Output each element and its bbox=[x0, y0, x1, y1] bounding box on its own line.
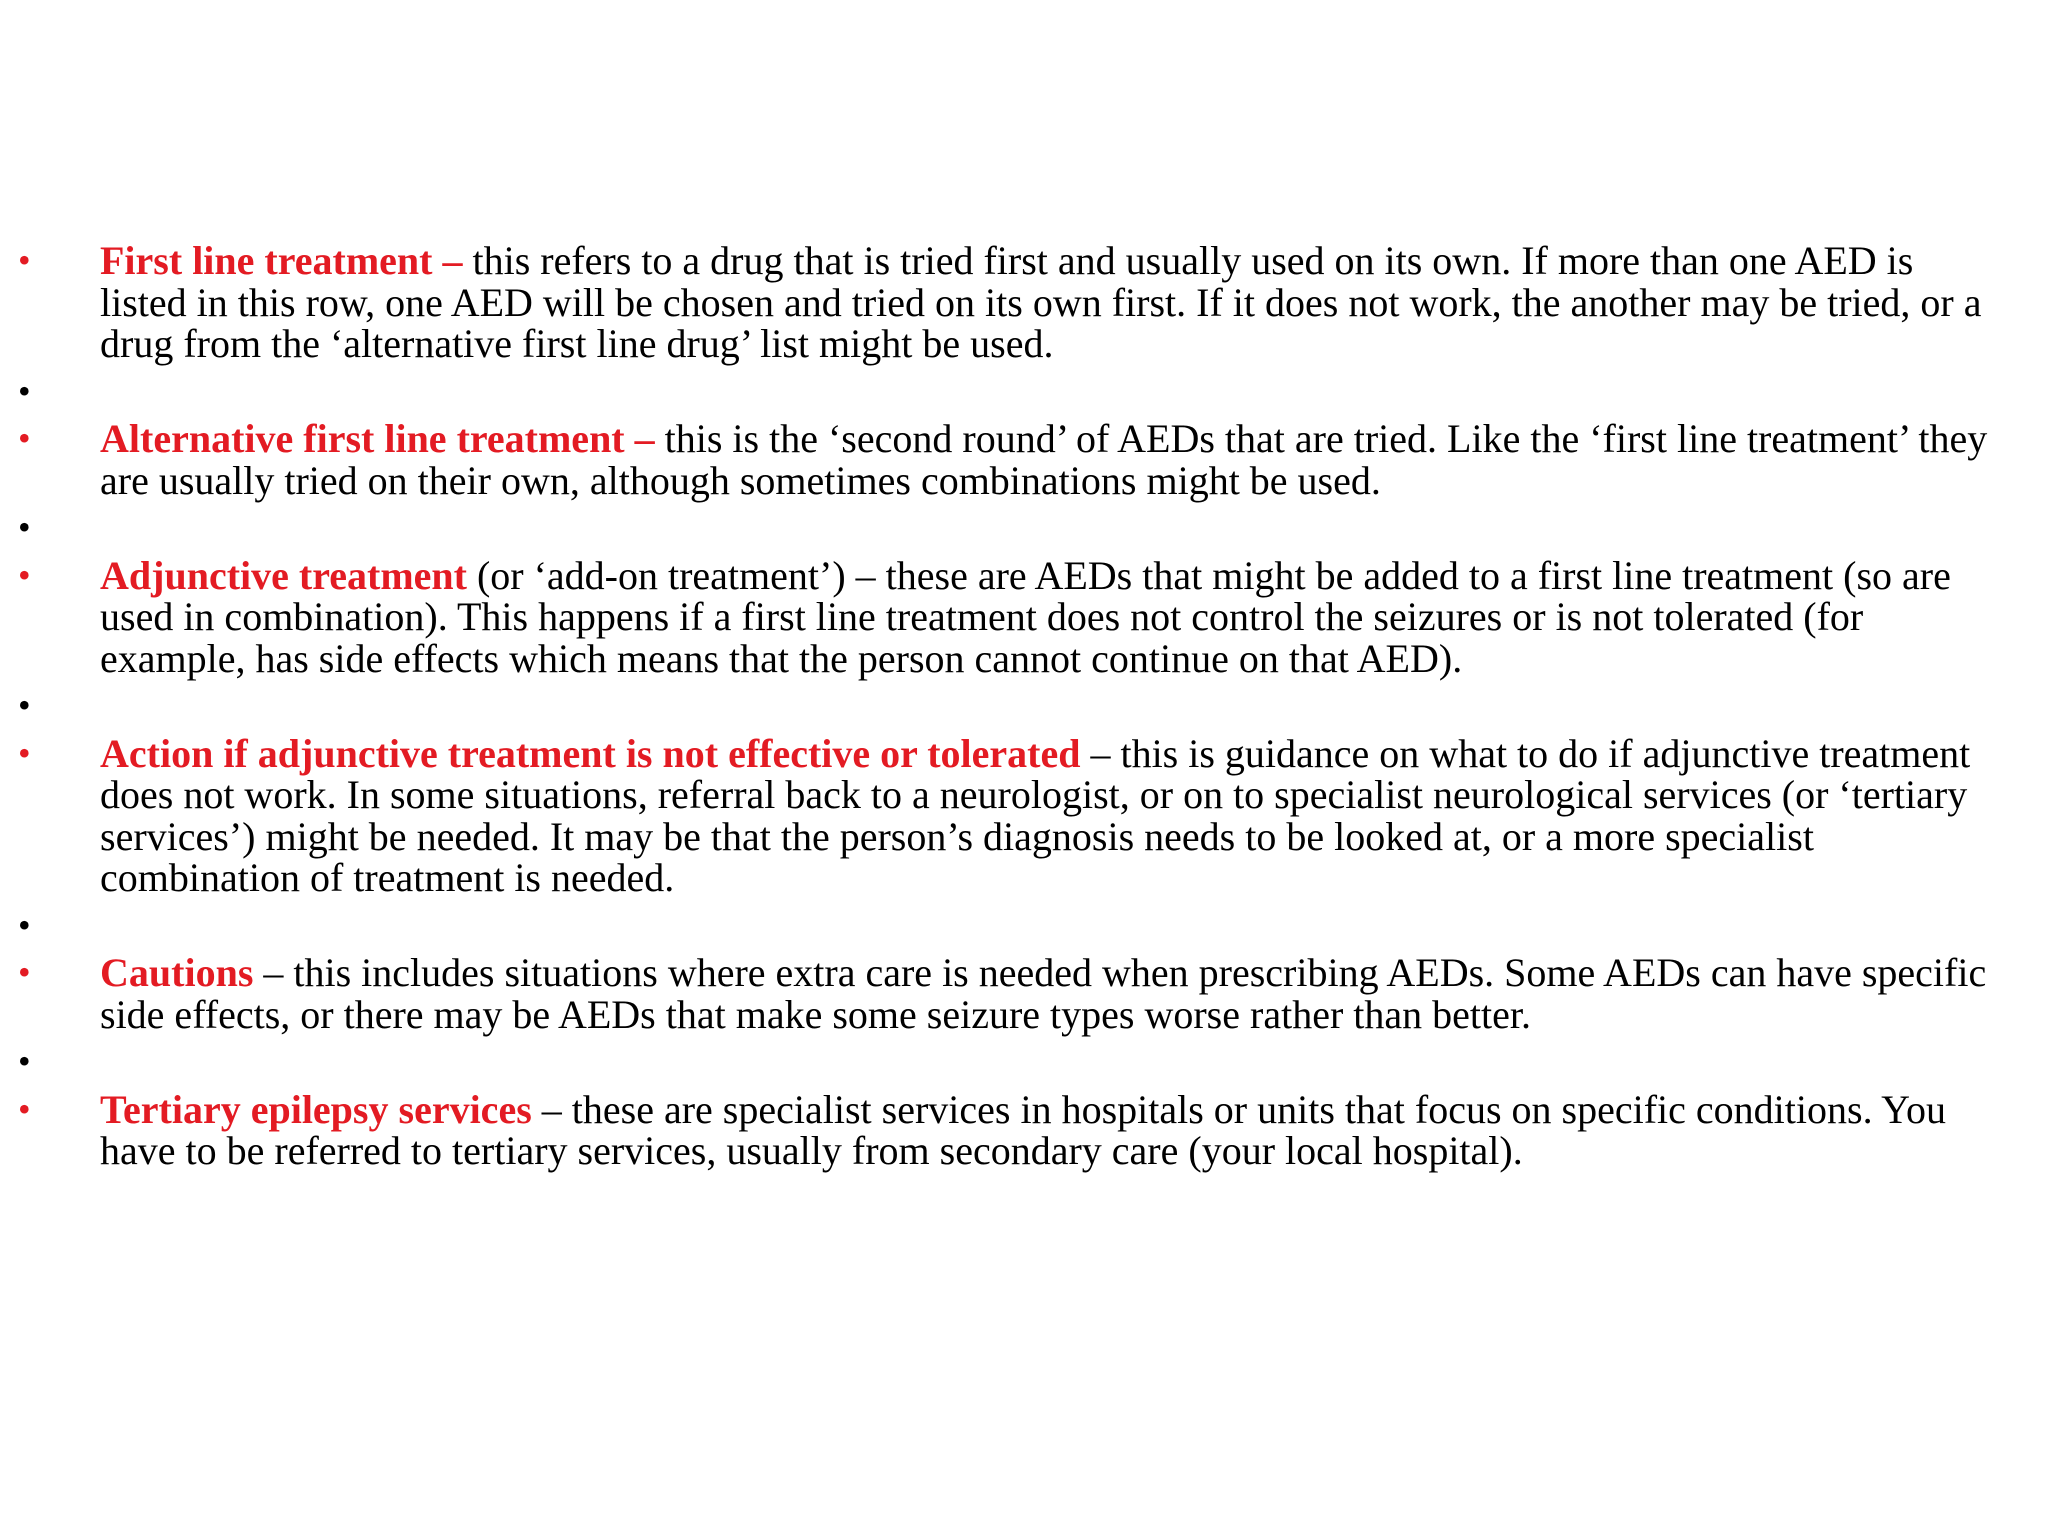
definition-text: (or ‘add-on treatment’) – these are AEDs that might be added to a first line treatment (so are used in combination). This happens if a first line treatment does not control the seizures or is not tolerated (for example, has side effects which means that the person cannot continue on that AED). bbox=[100, 552, 1951, 681]
list-item-tertiary-services bbox=[0, 1086, 2000, 1173]
term-label: Action if adjunctive treatment is not effective or tolerated bbox=[100, 730, 1081, 776]
bullet-icon: • bbox=[18, 685, 31, 725]
definition-text: – this is guidance on what to do if adjunctive treatment does not work. In some situations, referral back to a neurologist, or on to specialist neurological services (or ‘tertiary services’) might be needed. It may be that the person’s diagnosis needs to be looked at, or a more specialist combination of treatment is needed. bbox=[100, 730, 1971, 900]
list-item-alternative-first-line bbox=[0, 418, 2000, 501]
list-item-spacer bbox=[0, 685, 2000, 727]
definition-text: – this includes situations where extra care is needed when prescribing AEDs. Some AEDs can have specific side effects, or there may be AEDs that make some seizure types worse rather than better. bbox=[100, 950, 1987, 1037]
definition-text: this refers to a drug that is tried first and usually used on its own. If more than one AED is listed in this row, one AED will be chosen and tried on its own first. If it does not work, the another may be tried, or a drug from the ‘alternative first line drug’ list might be used. bbox=[100, 238, 1982, 366]
bullet-icon: • bbox=[18, 370, 31, 411]
list-item-spacer bbox=[0, 1041, 2000, 1083]
bullet-icon: • bbox=[18, 732, 31, 773]
bullet-icon: • bbox=[18, 554, 31, 595]
term-label: Adjunctive treatment bbox=[100, 552, 467, 598]
definition-text: this is the ‘second round’ of AEDs that are tried. Like the ‘first line treatment’ they are usually tried on their own, although sometimes combinations might be used. bbox=[100, 416, 1988, 503]
term-label: Tertiary epilepsy services bbox=[100, 1086, 532, 1132]
definition-list bbox=[0, 240, 2000, 1172]
bullet-icon: • bbox=[18, 240, 31, 280]
list-item-action-if-not-effective bbox=[0, 730, 2000, 900]
list-item-spacer bbox=[0, 371, 2000, 413]
bullet-icon: • bbox=[18, 507, 31, 547]
list-item-first-line bbox=[0, 240, 2000, 365]
bullet-icon: • bbox=[18, 1088, 31, 1129]
bullet-icon: • bbox=[18, 418, 31, 458]
list-item-cautions bbox=[0, 952, 2000, 1035]
list-item-spacer bbox=[0, 905, 2000, 947]
list-item-spacer bbox=[0, 507, 2000, 549]
list-item-adjunctive bbox=[0, 552, 2000, 681]
bullet-icon: • bbox=[18, 952, 31, 992]
term-label: Alternative first line treatment – bbox=[100, 416, 655, 461]
term-label: First line treatment – bbox=[100, 238, 463, 283]
definition-text: – these are specialist services in hospitals or units that focus on specific conditions. You have to be referred to tertiary services, usually from secondary care (your local hospital). bbox=[100, 1086, 1946, 1173]
bullet-icon: • bbox=[18, 904, 31, 945]
bullet-icon: • bbox=[18, 1041, 31, 1081]
term-label: Cautions bbox=[100, 950, 254, 995]
